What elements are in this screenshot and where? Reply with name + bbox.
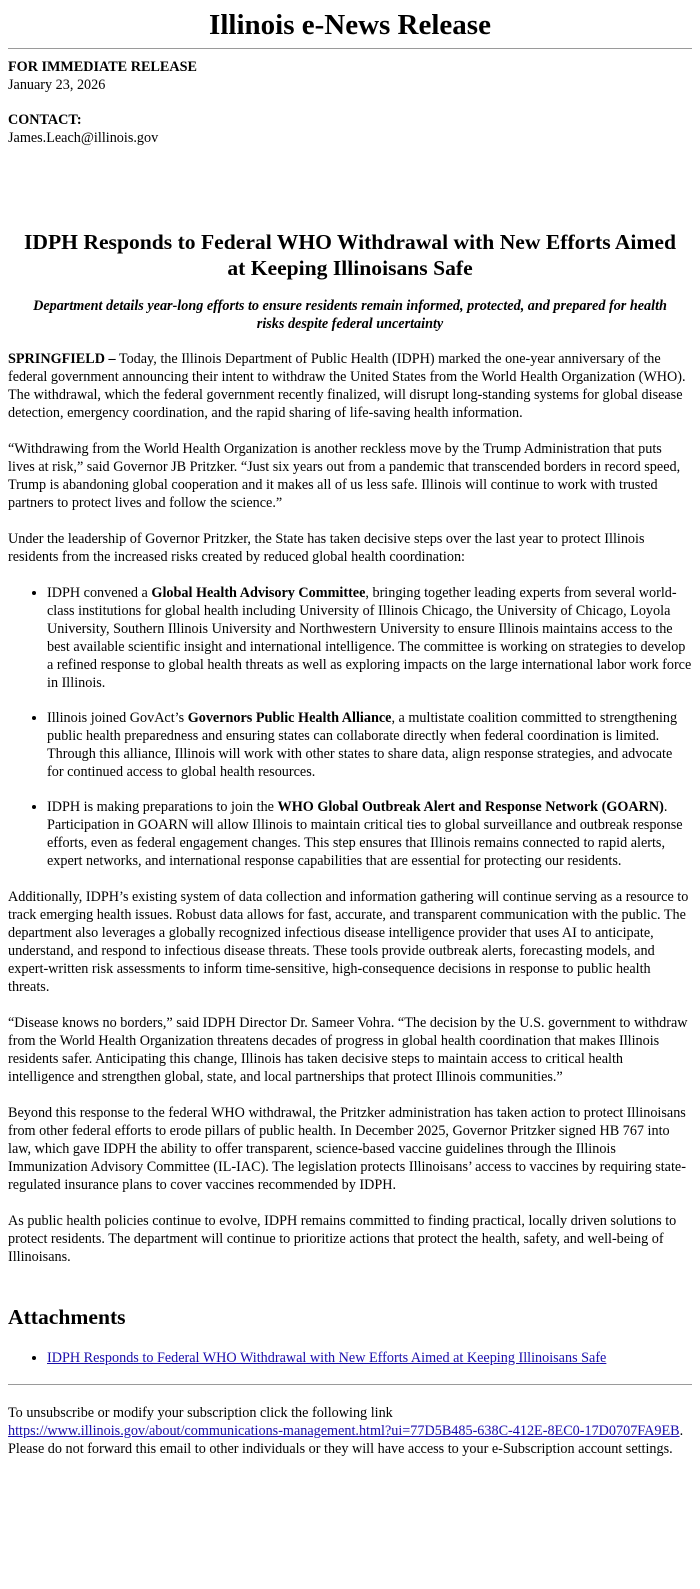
header-divider [8, 48, 692, 49]
paragraph-4: Additionally, IDPH’s existing system of data collection and information gathering will continue serving as a resource to track emerging health issues. Robust data allows for fast, accurate, and transparent communication with the public. The department also leverages a globally recognized infectious disease intelligence provider that uses AI to anticipate, understand, and respond to infectious disease threats. These tools provide outbreak alerts, forecasting models, and expert-written risk assessments to inform time-sensitive, high-consequence decisions in response to public health threats. [8, 889, 689, 995]
list-item-text: IDPH is making preparations to join the [47, 799, 278, 815]
masthead-title: Illinois e-News Release [209, 9, 491, 41]
attachments-list [8, 1349, 692, 1367]
page-title: IDPH Responds to Federal WHO Withdrawal with New Efforts Aimed at Keeping Illinoisans Safe [23, 230, 677, 280]
footer-outro: . Please do not forward this email to other individuals or they will have access to your e-Subscription account settings. [8, 1423, 684, 1457]
footer-divider [8, 1384, 692, 1385]
paragraph-2: “Withdrawing from the World Health Organization is another reckless move by the Trump Administration that puts lives at risk,” said Governor JB Pritzker. “Just six years out from a pandemic that transcended borders in record speed, Trump is abandoning global cooperation and it makes all of us less safe. Illinois will continue to work with trusted partners to protect lives and follow the science.” [8, 441, 681, 511]
actions-list [8, 584, 692, 870]
paragraph-3: Under the leadership of Governor Pritzker, the State has taken decisive steps over the last year to protect Illinois residents from the increased risks created by reduced global health coordination: [8, 531, 645, 565]
contact-label: CONTACT: [8, 112, 82, 128]
release-label: FOR IMMEDIATE RELEASE [8, 59, 197, 75]
dateline: SPRINGFIELD – [8, 351, 116, 367]
list-item-text: IDPH convened a [47, 585, 152, 601]
list-item-text: . Participation in GOARN will allow Illinois to maintain critical ties to global surveillance and outbreak response efforts, even as federal engagement changes. This step ensures that Illinois remains connected to rapid alerts, expert networks, and international response capabilities that are essential for protecting our residents. [47, 799, 683, 869]
subheadline: Department details year-long efforts to ensure residents remain informed, protected, and prepared for health risks despite federal uncertainty [33, 298, 667, 332]
unsubscribe-link[interactable]: https://www.illinois.gov/about/communications-management.html?ui=77D5B485-638C-412E-8EC0-17D0707FA9EB [8, 1423, 680, 1439]
paragraph-6: Beyond this response to the federal WHO withdrawal, the Pritzker administration has taken action to protect Illinoisans from other federal efforts to erode pillars of public health. In December 2025, Governor Pritzker signed HB 767 into law, which gave IDPH the ability to offer transparent, science-based vaccine guidelines through the Illinois Immunization Advisory Committee (IL-IAC). The legislation protects Illinoisans’ access to vaccines by requiring state-regulated insurance plans to cover vaccines recommended by IDPH. [8, 1105, 686, 1193]
unsubscribe-footer [8, 1404, 692, 1458]
list-item-emphasis: Global Health Advisory Committee [151, 585, 366, 601]
contact-email[interactable]: James.Leach@illinois.gov [8, 130, 159, 146]
list-item [47, 798, 692, 870]
paragraph-5: “Disease knows no borders,” said IDPH Director Dr. Sameer Vohra. “The decision by the U.S. government to withdraw from the World Health Organization threatens decades of progress in global health coordination that makes Illinois residents safer. Anticipating this change, Illinois has taken decisive steps to maintain access to critical health intelligence and strengthen global, state, and local partnerships that protect Illinois communities.” [8, 1015, 688, 1085]
contact-block [8, 111, 692, 147]
footer-intro: To unsubscribe or modify your subscription click the following link [8, 1405, 393, 1421]
list-item [47, 709, 692, 781]
list-item [47, 584, 692, 692]
list-item-text: Illinois joined GovAct’s [47, 710, 188, 726]
paragraph-1-text: Today, the Illinois Department of Public Health (IDPH) marked the one-year anniversary of the federal government announcing their intent to withdraw the United States from the World Health Organization (WHO). The withdrawal, which the federal government recently finalized, will disrupt long-standing systems for global disease detection, emergency coordination, and the rapid sharing of life-saving health information. [8, 351, 686, 421]
paragraph-7: As public health policies continue to evolve, IDPH remains committed to finding practical, locally driven solutions to protect residents. The department will continue to prioritize actions that protect the health, safety, and well-being of Illinoisans. [8, 1213, 677, 1265]
spacer [8, 147, 692, 229]
release-meta [8, 58, 692, 147]
attachments-heading: Attachments [8, 1305, 126, 1329]
list-item-text: , bringing together leading experts from several world-class institutions for global health including University of Illinois Chicago, the University of Chicago, Loyola University, Southern Illinois University and Northwestern University to ensure Illinois maintains access to the best available scientific insight and international intelligence. The committee is working on strategies to develop a refined response to global health threats as well as exploring impacts on the large international labor work force in Illinois. [47, 585, 692, 691]
list-item-emphasis: Governors Public Health Alliance [187, 710, 392, 726]
list-item-emphasis: WHO Global Outbreak Alert and Response Network (GOARN) [277, 799, 664, 815]
list-item-text: , a multistate coalition committed to strengthening public health preparedness and ensuring states can collaborate directly when federal coordination is limited. Through this alliance, Illinois will work with other states to share data, align response strategies, and advocate for continued access to global health resources. [47, 710, 678, 780]
attachment-item [47, 1349, 692, 1367]
release-date: January 23, 2026 [8, 77, 106, 93]
attachment-link[interactable]: IDPH Responds to Federal WHO Withdrawal with New Efforts Aimed at Keeping Illinoisans Safe [47, 1350, 607, 1366]
paragraph-1 [8, 350, 692, 422]
